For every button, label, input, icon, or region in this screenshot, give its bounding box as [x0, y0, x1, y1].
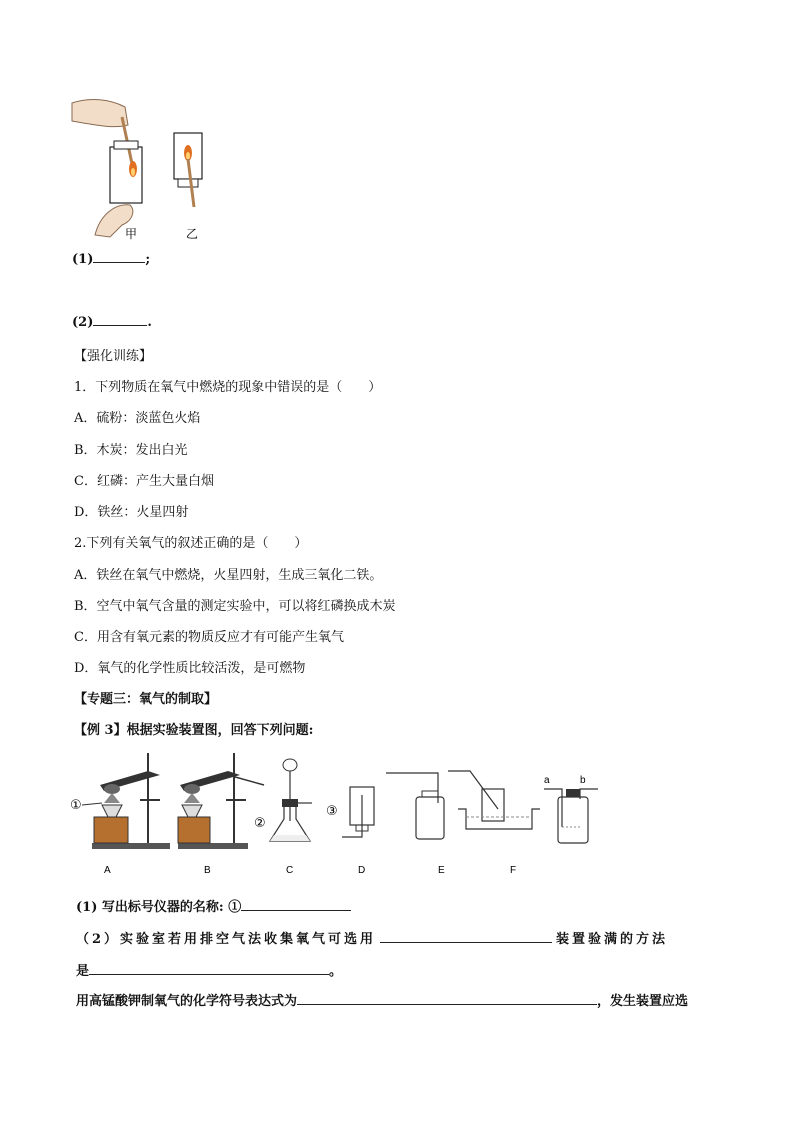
sub-question-2-blank-1[interactable] [380, 930, 552, 943]
question-1-option-b: B．木炭：发出白光 [74, 443, 188, 458]
answer-blank-2[interactable] [93, 313, 147, 326]
question-2-stem: 2.下列有关氧气的叙述正确的是（ ） [74, 536, 308, 551]
apparatus-label-a: A [104, 865, 111, 876]
hand-top-illustration [72, 100, 128, 127]
question-2-option-c: C．用含有氧元素的物质反应才有可能产生氧气 [74, 630, 344, 645]
marker-1: ① [70, 797, 82, 812]
figure-label-yi: 乙 [186, 227, 199, 241]
apparatus-label-e: E [438, 865, 445, 876]
question-2-option-a: A．铁丝在氧气中燃烧，火星四射，生成三氧化二铁。 [74, 568, 383, 583]
apparatus-d [342, 787, 374, 837]
sub-question-3-blank[interactable] [297, 992, 597, 1005]
sub-question-3: 用高锰酸钾制氧气的化学符号表达式为 ，发生装置应选 [76, 994, 689, 1009]
sub-question-2-line1: （2）实验室若用排空气法收集氧气可选用 装置验满的方法 [76, 932, 669, 947]
combustion-figure [70, 95, 230, 245]
answer-line-2: (2) . [72, 315, 152, 330]
marker-3: ③ [326, 803, 338, 818]
figure-label-jia: 甲 [125, 227, 138, 241]
marker-2: ② [254, 815, 266, 830]
section-heading-topic3: 【专题三：氧气的制取】 [74, 692, 218, 707]
apparatus-e [386, 773, 444, 839]
answer-line-1: (1) ; [72, 252, 151, 267]
apparatus-f [448, 771, 540, 829]
question-1-option-c: C．红磷：产生大量白烟 [74, 474, 214, 489]
apparatus-b [178, 753, 264, 849]
apparatus-label-d: D [358, 865, 366, 876]
apparatus-c [270, 759, 312, 841]
question-1-stem: 1．下列物质在氧气中燃烧的现象中错误的是（ ） [74, 380, 382, 395]
apparatus-label-f: F [510, 865, 517, 876]
question-1-option-d: D．铁丝：火星四射 [74, 505, 189, 520]
bottle-jia [110, 147, 142, 203]
question-1-option-a: A．硫粉：淡蓝色火焰 [74, 411, 201, 426]
sub-question-1: (1) 写出标号仪器的名称: ① [76, 896, 351, 915]
apparatus-label-c: C [286, 865, 294, 876]
apparatus-figure [68, 745, 628, 880]
example-3-heading: 【例 3】根据实验装置图，回答下列问题: [74, 723, 314, 738]
sub-question-1-blank[interactable] [241, 898, 351, 911]
sub-question-2-line2: 是 。 [76, 964, 343, 979]
sub-question-2-blank-2[interactable] [89, 962, 329, 975]
port-b-label: b [580, 775, 586, 786]
answer-blank-1[interactable] [93, 250, 145, 263]
port-a-label: a [544, 775, 550, 786]
question-2-option-d: D．氧气的化学性质比较活泼，是可燃物 [74, 661, 306, 676]
apparatus-label-b: B [204, 865, 211, 876]
section-heading-strengthen: 【强化训练】 [74, 349, 153, 364]
apparatus-g [544, 789, 598, 843]
apparatus-a [92, 753, 170, 849]
question-2-option-b: B．空气中氧气含量的测定实验中，可以将红磷换成木炭 [74, 599, 396, 614]
